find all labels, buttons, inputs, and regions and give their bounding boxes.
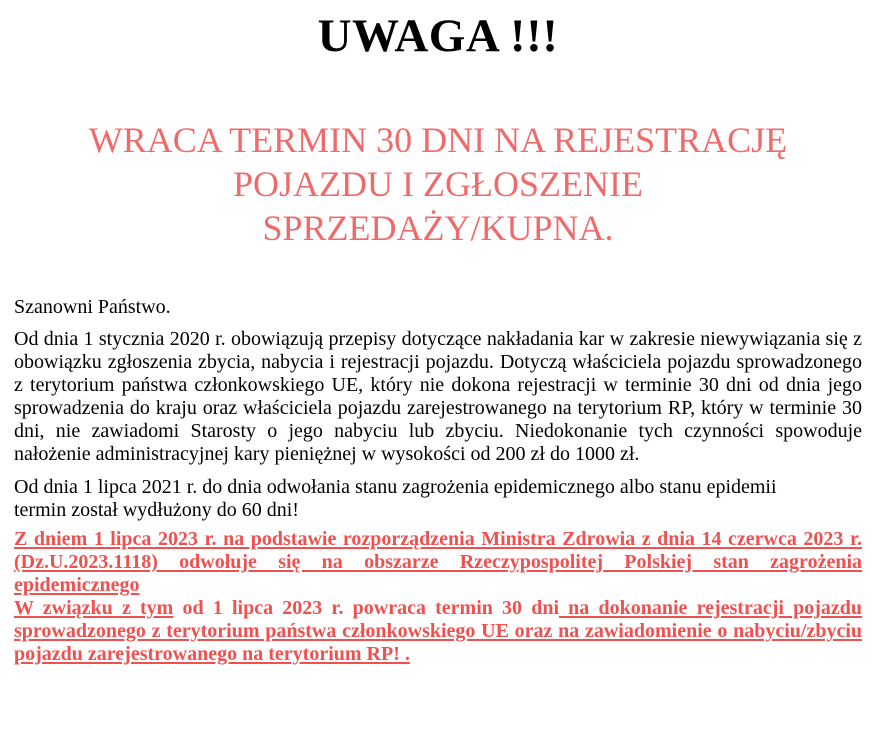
subtitle-line: WRACA TERMIN 30 DNI NA REJESTRACJĘ: [88, 120, 788, 160]
paragraph-extension: Od dnia 1 lipca 2021 r. do dnia odwołania stanu zagrożenia epidemicznego albo stanu epidemii termin został wydłużony do 60 dni!: [14, 476, 777, 521]
subtitle-line: POJAZDU I ZGŁOSZENIE: [233, 164, 643, 204]
important-notice: [14, 528, 862, 666]
notice-epidemic-end: Z dniem 1 lipca 2023 r. na podstawie rozporządzenia Ministra Zdrowia z dnia 14 czerwca 2023 r. (Dz.U.2023.1118) odwołuje się na obszarze Rzeczypospolitej Polskiej stan zagrożenia epidemicznego: [14, 528, 862, 596]
subtitle-line: SPRZEDAŻY/KUPNA.: [262, 208, 614, 248]
notice-consequence: W związku z tym: [14, 597, 174, 619]
notice-details: na dokonanie rejestracji pojazdu sprowadzonego z terytorium państwa członkowskiego UE oraz na zawiadomienie o nabyciu/zbyciu pojazdu zarejestrowanego na terytorium RP! .: [14, 597, 862, 665]
notice-deadline: od 1 lipca 2023 r. powraca termin 30 dni: [173, 597, 560, 619]
greeting: Szanowni Państwo.: [14, 296, 171, 318]
paragraph-penalties: Od dnia 1 stycznia 2020 r. obowiązują przepisy dotyczące nakładania kar w zakresie niewywiązania się z obowiązku zgłoszenia zbycia, nabycia i rejestracji pojazdu. Dotyczą właściciela pojazdu sprowadzonego z terytorium państwa członkowskiego UE, który nie dokona rejestracji w terminie 30 dni od dnia jego sprowadzenia do kraju oraz właściciela pojazdu zarejestrowanego na terytorium RP, który w terminie 30 dni, nie zawiadomi Starosty o jego nabyciu lub zbyciu. Niedokonanie tych czynności spowoduje nałożenie administracyjnej kary pieniężnej w wysokości od 200 zł do 1000 zł.: [14, 328, 862, 465]
page-title: UWAGA !!!: [317, 10, 559, 62]
notice-page: [14, 0, 862, 666]
subtitle: [14, 118, 862, 250]
